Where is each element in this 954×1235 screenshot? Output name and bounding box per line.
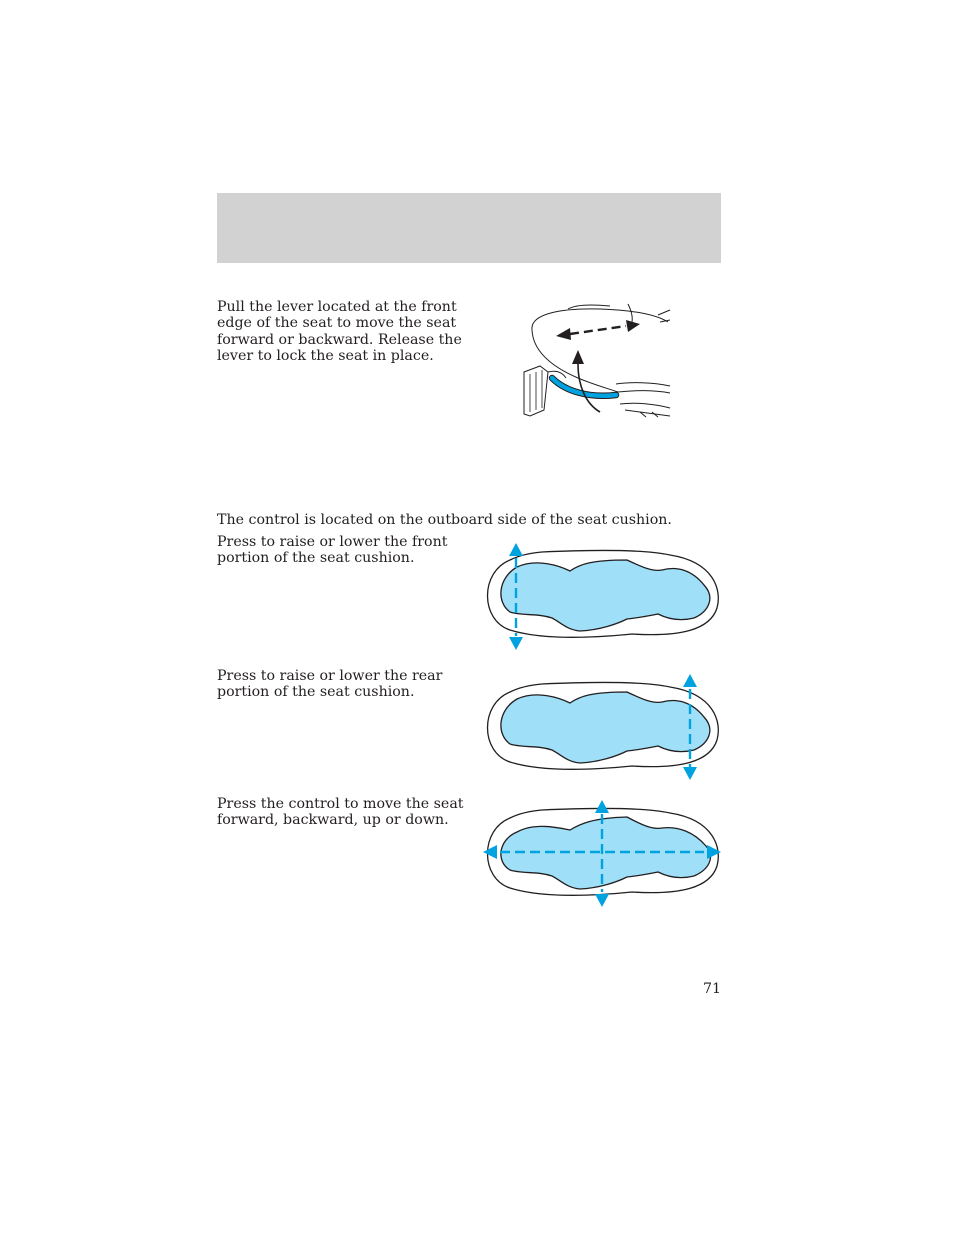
seat-manual-lever-illustration — [520, 300, 672, 422]
page-number: 71 — [702, 981, 721, 997]
seat-control-rear-tilt-illustration — [482, 672, 722, 784]
front-tilt-instruction: Press to raise or lower the front portion of the seat cushion. — [217, 534, 448, 567]
rear-tilt-instruction: Press to raise or lower the rear portion of the seat cushion. — [217, 668, 443, 701]
power-seat-intro: The control is located on the outboard side of the seat cushion. — [217, 512, 672, 528]
four-way-instruction: Press the control to move the seat forward, backward, up or down. — [217, 796, 464, 829]
seat-control-four-way-illustration — [480, 798, 724, 910]
section-header-band — [217, 193, 721, 263]
manual-lever-instruction: Pull the lever located at the front edge of the seat to move the seat forward or backward. Release the lever to lock the seat in place. — [217, 299, 462, 365]
seat-control-front-tilt-illustration — [482, 540, 722, 652]
